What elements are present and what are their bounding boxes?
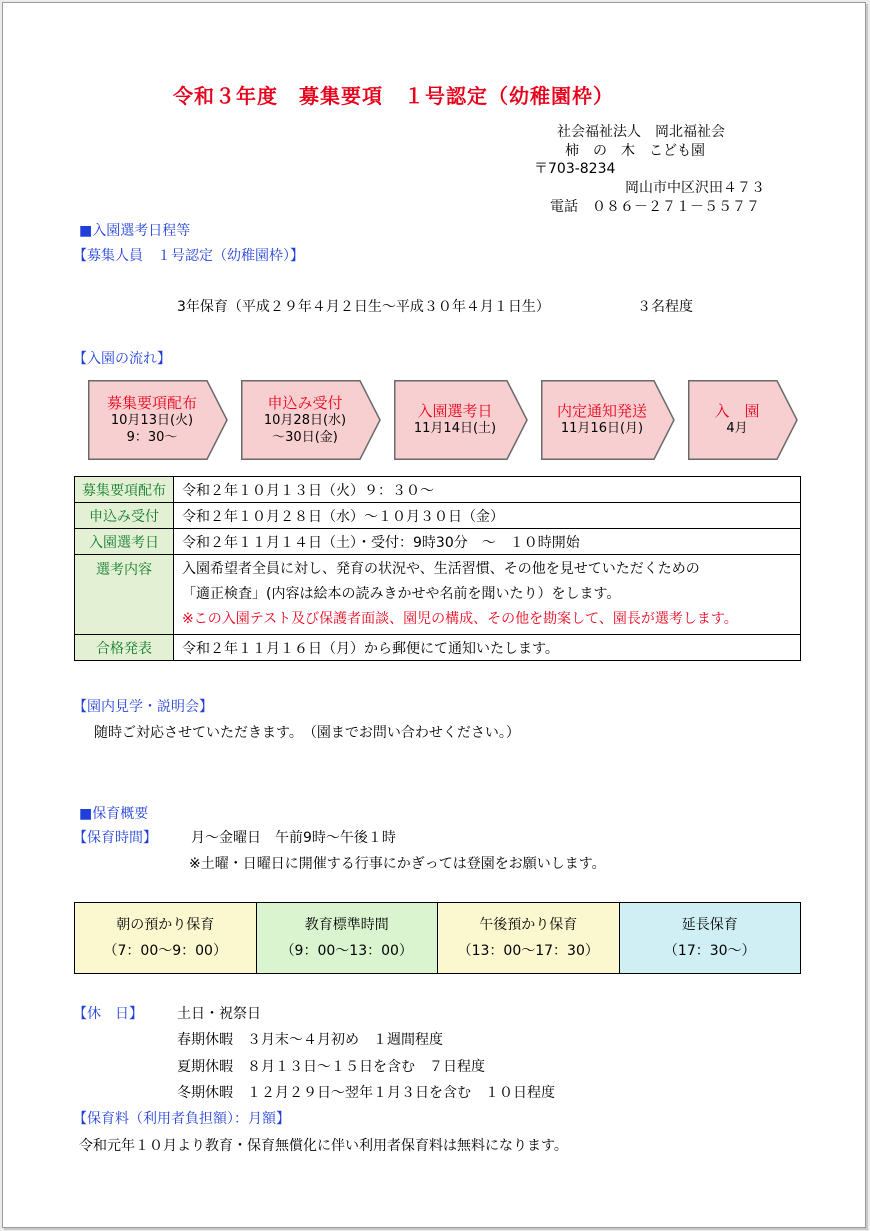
selection-note: ※この入園テスト及び保護者面談、園児の構成、その他を勘案して、園長が選考します。: [182, 611, 738, 627]
care-block-time: （17：30～）: [663, 943, 756, 959]
hours-note: ※土曜・日曜日に開催する行事にかぎっては登園をお願いします。: [189, 856, 606, 872]
care-block-extended: [620, 903, 801, 973]
org-postal: 〒703-8234: [534, 161, 616, 177]
flow-step-time: ～30日(金): [272, 429, 338, 445]
flow-step-title: 募集要項配布: [106, 393, 197, 412]
schedule-table: [74, 476, 801, 661]
flow-step-date: 11月16日(月): [560, 421, 644, 436]
holiday-item: 春期休暇 ３月末～４月初め １週間程度: [177, 1032, 443, 1048]
fee-label: 【保育料（利用者負担額）：月額】: [73, 1111, 290, 1127]
care-block-time: （7：00～9：00）: [103, 943, 227, 959]
care-heading: ■保育概要: [79, 806, 149, 822]
holiday-item: 土日・祝祭日: [177, 1006, 261, 1022]
hours-text: 月～金曜日 午前9時～午後１時: [191, 830, 396, 846]
flow-step-application: [241, 380, 381, 460]
flow-step-enrollment: [688, 380, 798, 460]
tour-label: 【園内見学・説明会】: [73, 699, 213, 715]
table-row: [75, 635, 801, 661]
flow-step-time: 9：30～: [126, 429, 178, 445]
flow-step-title: 入園選考日: [417, 402, 493, 420]
care-block-name: 朝の預かり保育: [116, 917, 215, 933]
row-label: 申込み受付: [75, 503, 174, 529]
tour-text: 随時ご対応させていただきます。 （園までお問い合わせください。）: [94, 725, 520, 741]
admission-heading: ■入園選考日程等: [79, 223, 191, 239]
flow-step-date: 4月: [726, 421, 748, 436]
row-value: 令和２年１０月２８日（水）～１０月３０日（金）: [174, 503, 801, 529]
care-block-name: 午後預かり保育: [479, 917, 578, 933]
org-name: 柿 の 木 こども園: [565, 143, 705, 159]
org-address: 岡山市中区沢田４７３: [625, 180, 765, 196]
care-block-morning: [75, 903, 257, 973]
hours-label: 【保育時間】: [73, 830, 157, 846]
row-label: 選考内容: [75, 555, 174, 635]
care-block-afternoon: [438, 903, 620, 973]
selection-line: 「適正検査」(内容は絵本の読みきかせや名前を聞いたり）をします。: [182, 586, 621, 602]
row-label: 入園選考日: [75, 529, 174, 555]
org-corporation: 社会福祉法人 岡北福祉会: [557, 124, 725, 140]
flow-step-title: 入 園: [714, 402, 760, 420]
table-row: [75, 503, 801, 529]
flow-step-title: 内定通知発送: [556, 402, 647, 420]
org-phone: 電話 ０８６－２７１－５５７７: [550, 199, 760, 215]
table-row: [75, 555, 801, 635]
row-value: [174, 555, 801, 635]
holiday-item: 夏期休暇 ８月１３日～１５日を含む ７日程度: [177, 1059, 485, 1075]
care-block-name: 教育標準時間: [304, 917, 389, 933]
flow-step-date: 11月14日(土): [413, 421, 497, 436]
document-page: [2, 2, 866, 1228]
fee-text: 令和元年１０月より教育・保育無償化に伴い利用者保育料は無料になります。: [79, 1138, 568, 1154]
flow-label: 【入園の流れ】: [73, 351, 171, 367]
flow-step-notice: [541, 380, 675, 460]
document-title: 令和３年度 募集要項 １号認定（幼稚園枠）: [173, 84, 614, 108]
care-block-time: （13：00～17：30）: [457, 943, 599, 959]
flow-step-date: 10月13日(火): [110, 412, 194, 428]
row-value: 令和２年１１月１６日（月）から郵便にて通知いたします。: [174, 635, 801, 661]
care-block-standard: [257, 903, 439, 973]
flow-step-date: 10月28日(水): [263, 412, 347, 428]
recruit-detail: 3年保育（平成２９年４月２日生～平成３０年４月１日生）: [177, 299, 550, 315]
recruit-count: ３名程度: [637, 299, 693, 315]
flow-step-selection: [394, 380, 528, 460]
table-row: [75, 477, 801, 503]
row-value: 令和２年１１月１４日（土）・受付：9時30分 ～ １０時開始: [174, 529, 801, 555]
flow-step-distribution: [88, 380, 228, 460]
row-label: 募集要項配布: [75, 477, 174, 503]
table-row: [75, 529, 801, 555]
recruit-label: 【募集人員 １号認定（幼稚園枠）】: [73, 248, 304, 264]
care-block-name: 延長保育: [681, 917, 738, 933]
holidays-label: 【休 日】: [73, 1006, 143, 1022]
row-value: 令和２年１０月１３日（火）９：３０～: [174, 477, 801, 503]
care-block-time: （9：00～13：00）: [280, 943, 413, 959]
row-label: 合格発表: [75, 635, 174, 661]
flow-step-title: 申込み受付: [267, 393, 343, 412]
selection-line: 入園希望者全員に対し、発育の状況や、生活習慣、その他を見せていただくための: [182, 561, 700, 577]
holiday-item: 冬期休暇 １２月２９日～翌年１月３日を含む １０日程度: [177, 1085, 555, 1101]
care-schedule-boxes: [74, 902, 801, 974]
